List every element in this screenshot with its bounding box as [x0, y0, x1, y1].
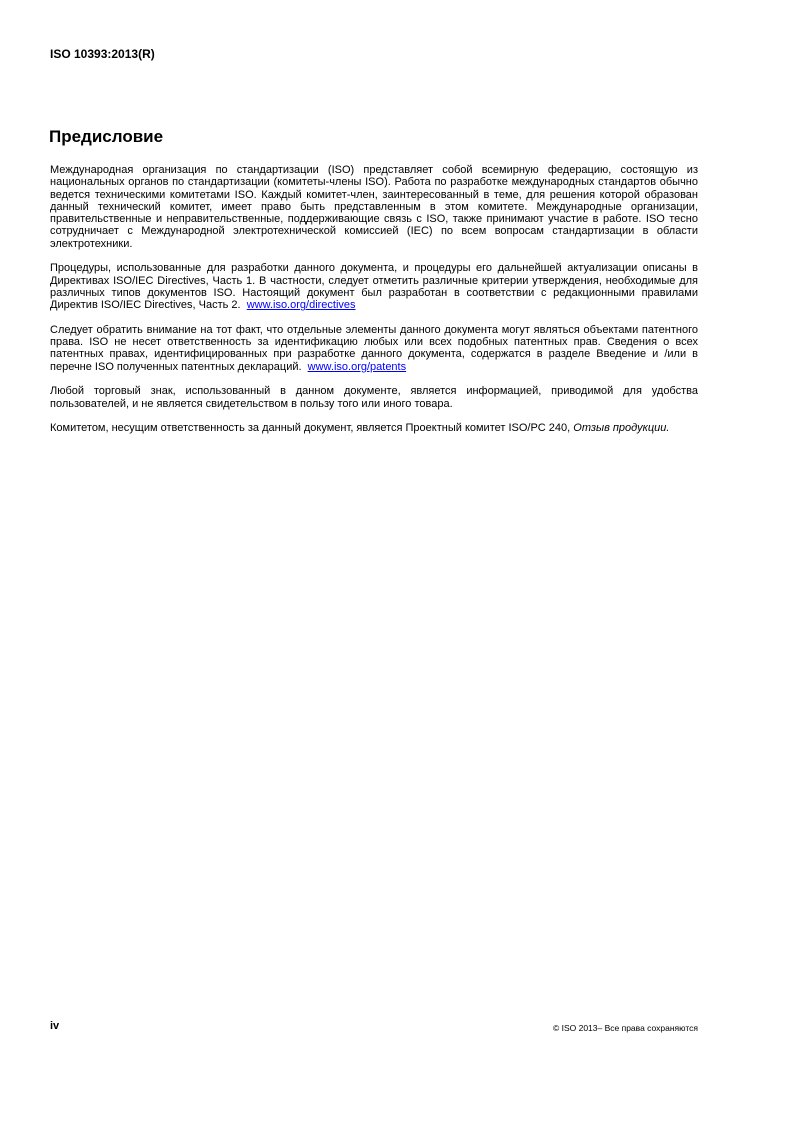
copyright-notice: © ISO 2013– Все права сохраняются	[552, 1023, 698, 1033]
committee-name: Отзыв продукции.	[573, 422, 670, 435]
page-number: iv	[50, 1020, 60, 1032]
page-title: Предисловие	[49, 127, 164, 146]
paragraph-text: Любой торговый знак, использованный в данном документе, является информацией, приводимой для удобства пользователей, и не является свидетельством в пользу того или иного товара.	[50, 385, 698, 410]
paragraph-text: Комитетом, несущим ответственность за данный документ, является Проектный комитет ISO/PC 240,	[50, 422, 571, 435]
paragraph-iso-organization	[50, 164, 698, 250]
paragraph-text: Процедуры, использованные для разработки данного документа, и процедуры его дальнейшей актуализации описаны в Директивах ISO/IEC Directives, Часть 1. В частности, следует отметить различные критерии утверждения, необходимые для различных типов документов ISO. Настоящий документ был разработан в соответствии с редакционными правилами Директив ISO/IEC Directives, Часть 2.	[50, 262, 698, 312]
paragraph-committee	[50, 422, 698, 434]
paragraph-text: Международная организация по стандартизации (ISO) представляет собой всемирную федерацию, состоящую из национальных органов по стандартизации (комитеты-члены ISO). Работа по разработке международных стандартов обычно ведется техническими комитетами ISO. Каждый комитет-член, заинтересованный в теме, для решения которой образован данный технический комитет, имеет право быть представленным в этом комитете. Международные организации, правительственные и неправительственные, поддерживающие связь с ISO, также принимают участие в работе. ISO тесно сотрудничает с Международной электротехнической комиссией (IEC) по всем вопросам стандартизации в области электротехники.	[50, 164, 698, 250]
paragraph-patents	[50, 324, 698, 373]
paragraph-text: Следует обратить внимание на тот факт, что отдельные элементы данного документа могут являться объектами патентного права. ISO не несет ответственность за идентификацию любых или всех подобных патентных прав. Сведения о всех патентных правах, идентифицированных при разработке данного документа, содержатся в разделе Введение и /или в перечне ISO полученных патентных деклараций.	[50, 323, 698, 373]
directives-link[interactable]: www.iso.org/directives	[246, 299, 356, 312]
patents-link[interactable]: www.iso.org/patents	[307, 360, 407, 373]
paragraph-procedures	[50, 262, 698, 311]
body-text	[50, 164, 698, 447]
paragraph-trademark	[50, 385, 698, 410]
document-code: ISO 10393:2013(R)	[50, 47, 155, 61]
